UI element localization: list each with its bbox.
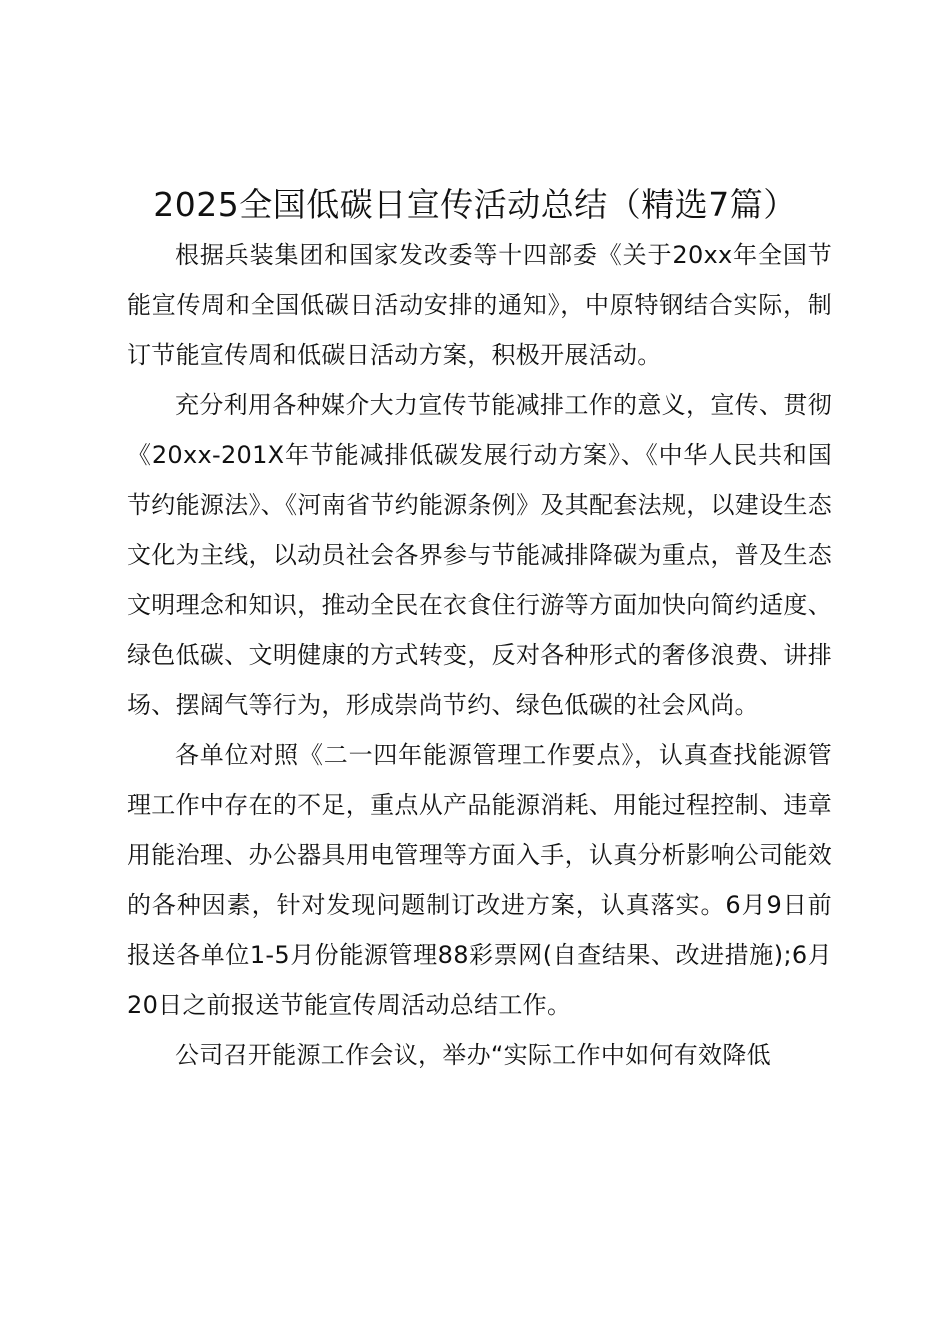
paragraph-4: 公司召开能源工作会议，举办“实际工作中如何有效降低 bbox=[175, 1041, 771, 1069]
paragraph-2: 充分利用各种媒介大力宣传节能减排工作的意义，宣传、贯彻《20xx-201X年节能减排低碳发展行动方案》、《中华人民共和国节约能源法》、《河南省节约能源条例》及其配套法规，以建设生态文化为主线，以动员社会各界参与节能减排降碳为重点，普及生态文明理念和知识，推动全民在衣食住行游等方面加快向简约适度、绿色低碳、文明健康的方式转变，反对各种形式的奢侈浪费、讲排场、摆阔气等行为，形成崇尚节约、绿色低碳的社会风尚。 bbox=[127, 391, 832, 719]
document-title: 2025全国低碳日宣传活动总结（精选7篇） bbox=[153, 185, 797, 224]
paragraph-3: 各单位对照《二一四年能源管理工作要点》，认真查找能源管理工作中存在的不足，重点从产品能源消耗、用能过程控制、违章用能治理、办公器具用电管理等方面入手，认真分析影响公司能效的各种因素，针对发现问题制订改进方案，认真落实。6月9日前报送各单位1-5月份能源管理88彩票网(自查结果、改进措施);6月20日之前报送节能宣传周活动总结工作。 bbox=[127, 741, 832, 1019]
paragraph-1: 根据兵装集团和国家发改委等十四部委《关于20xx年全国节能宣传周和全国低碳日活动安排的通知》，中原特钢结合实际，制订节能宣传周和低碳日活动方案，积极开展活动。 bbox=[127, 241, 832, 369]
document-body bbox=[127, 230, 832, 1080]
